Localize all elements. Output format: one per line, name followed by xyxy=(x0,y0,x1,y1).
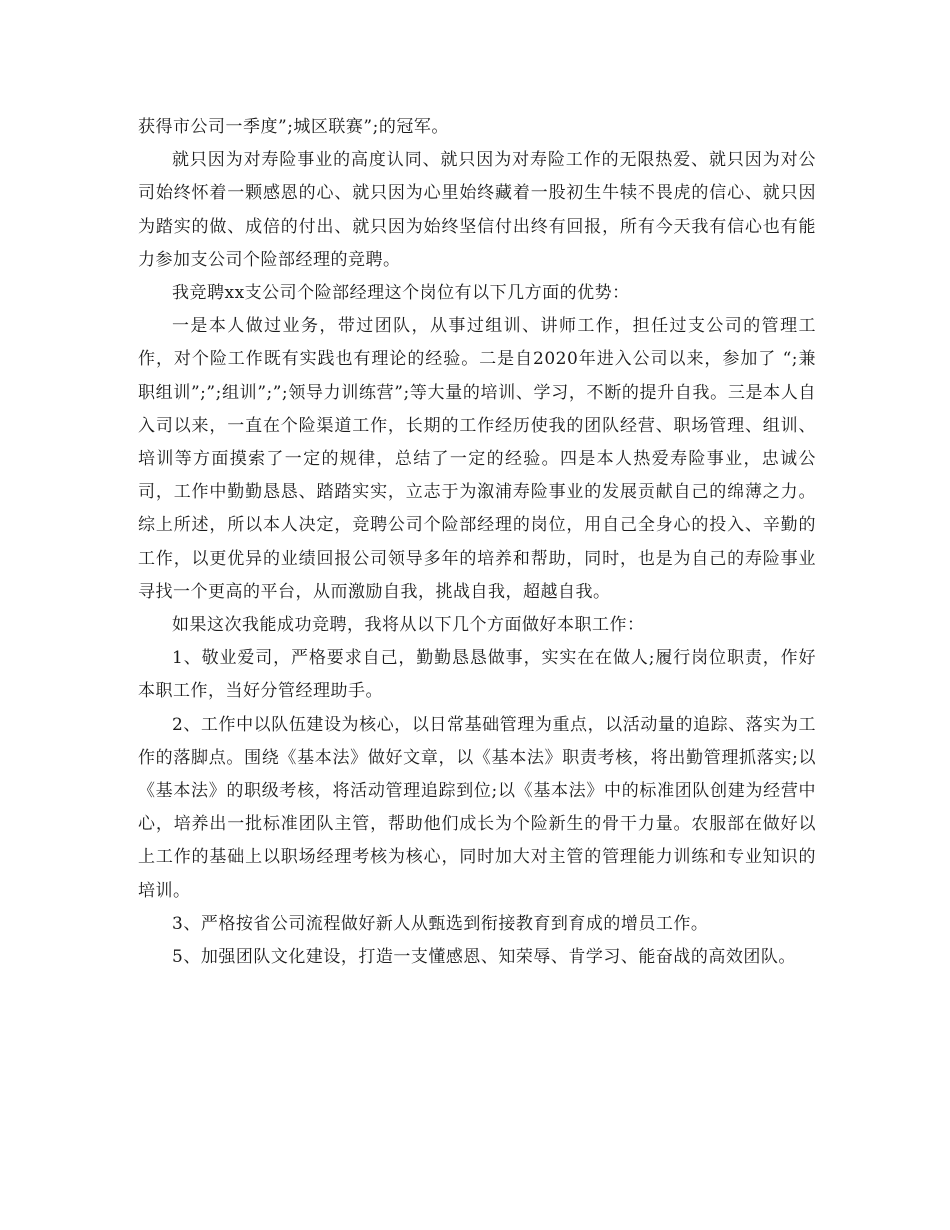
paragraph-3: 我竞聘xx支公司个险部经理这个岗位有以下几方面的优势： xyxy=(172,283,630,304)
paragraph-1: 获得市公司一季度”;城区联赛”;的冠军。 xyxy=(138,117,449,137)
paragraph-2: 就只因为对寿险事业的高度认同、就只因为对寿险工作的无限热爱、就只因为对公司始终怀着一颗感恩的心、就只因为心里始终藏着一股初生牛犊不畏虎的信心、就只因为踏实的做、成倍的付出、就只因为始终坚信付出终有回报，所有今天我有信心也有能力参加支公司个险部经理的竞聘。 xyxy=(138,150,816,270)
paragraph-8: 3、严格按省公司流程做好新人从甄选到衔接教育到育成的增员工作。 xyxy=(172,913,709,934)
paragraph-4: 一是本人做过业务，带过团队，从事过组训、讲师工作，担任过支公司的管理工作，对个险工作既有实践也有理论的经验。二是自2020年进入公司以来，参加了 “;兼职组训”;”;组训”;”;领导力训练营”;等大量的培训、学习，不断的提升自我。三是本人自入司以来，一直在个险渠道工作，长期的工作经历使我的团队经营、职场管理、组训、培训等方面摸索了一定的规律，总结了一定的经验。四是本人热爱寿险事业，忠诚公司，工作中勤勤恳恳、踏踏实实，立志于为溆浦寿险事业的发展贡献自己的绵薄之力。综上所述，所以本人决定，竞聘公司个险部经理的岗位，用自己全身心的投入、辛勤的工作，以更优异的业绩回报公司领导多年的培养和帮助，同时，也是为自己的寿险事业寻找一个更高的平台，从而激励自我，挑战自我，超越自我。 xyxy=(138,316,816,602)
paragraph-7: 2、工作中以队伍建设为核心，以日常基础管理为重点，以活动量的追踪、落实为工作的落脚点。围绕《基本法》做好文章，以《基本法》职责考核，将出勤管理抓落实;以《基本法》的职级考核，将活动管理追踪到位;以《基本法》中的标准团队创建为经营中心，培养出一批标准团队主管，帮助他们成长为个险新生的骨干力量。农服部在做好以上工作的基础上以职场经理考核为核心，同时加大对主管的管理能力训练和专业知识的培训。 xyxy=(138,714,816,901)
paragraph-5: 如果这次我能成功竞聘，我将从以下几个方面做好本职工作： xyxy=(172,615,645,636)
paragraph-9: 5、加强团队文化建设，打造一支懂感恩、知荣辱、肯学习、能奋战的高效团队。 xyxy=(172,947,796,968)
paragraph-6: 1、敬业爱司，严格要求自己，勤勤恳恳做事，实实在在做人;履行岗位职责，作好本职工作，当好分管经理助手。 xyxy=(138,648,816,702)
document-body xyxy=(138,111,816,974)
